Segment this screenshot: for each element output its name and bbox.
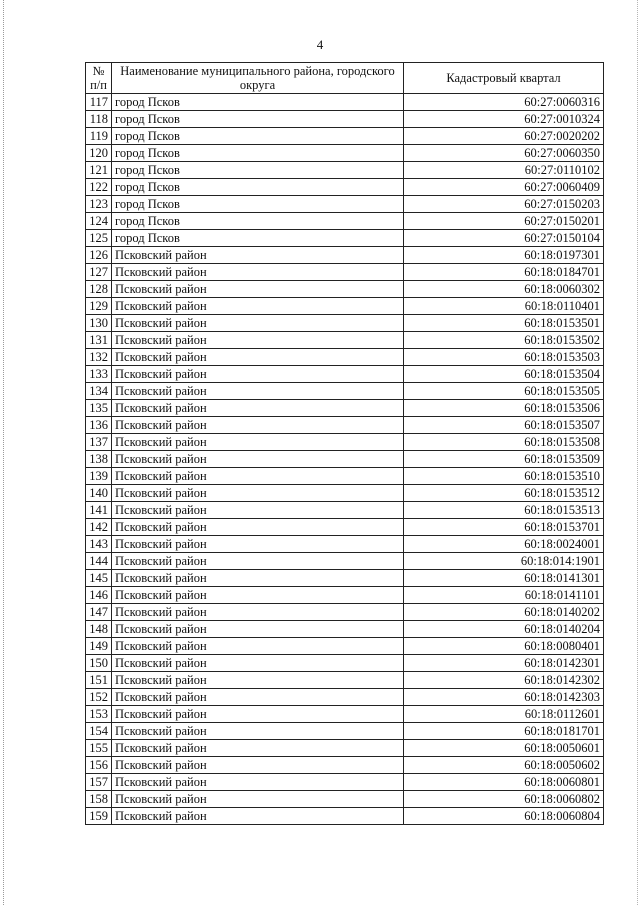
row-cadastral-quarter: 60:27:0150201 [404, 213, 604, 230]
row-cadastral-quarter: 60:18:0153502 [404, 332, 604, 349]
table-row [86, 706, 604, 723]
row-municipality: Псковский район [112, 349, 404, 366]
row-municipality: Псковский район [112, 519, 404, 536]
row-municipality: Псковский район [112, 298, 404, 315]
table-row [86, 604, 604, 621]
row-cadastral-quarter: 60:18:0060804 [404, 808, 604, 825]
row-number: 117 [86, 94, 112, 111]
row-number: 118 [86, 111, 112, 128]
table-row [86, 502, 604, 519]
row-number: 130 [86, 315, 112, 332]
row-cadastral-quarter: 60:18:0110401 [404, 298, 604, 315]
row-number: 131 [86, 332, 112, 349]
table-row [86, 519, 604, 536]
page-number: 4 [316, 37, 324, 52]
table-row [86, 672, 604, 689]
row-number: 144 [86, 553, 112, 570]
table-row [86, 553, 604, 570]
header-municipality: Наименование муниципального района, городского округа [112, 63, 404, 94]
row-cadastral-quarter: 60:18:0140202 [404, 604, 604, 621]
table-row [86, 196, 604, 213]
row-number: 159 [86, 808, 112, 825]
row-number: 140 [86, 485, 112, 502]
table-row [86, 570, 604, 587]
table-row [86, 400, 604, 417]
table-row [86, 128, 604, 145]
row-cadastral-quarter: 60:18:0050602 [404, 757, 604, 774]
row-municipality: Псковский район [112, 417, 404, 434]
row-cadastral-quarter: 60:18:0060302 [404, 281, 604, 298]
table-row [86, 366, 604, 383]
row-cadastral-quarter: 60:18:0142301 [404, 655, 604, 672]
row-municipality: Псковский район [112, 247, 404, 264]
row-municipality: Псковский район [112, 621, 404, 638]
table-row [86, 179, 604, 196]
row-municipality: Псковский район [112, 638, 404, 655]
table-header-row [86, 63, 604, 94]
row-municipality: Псковский район [112, 383, 404, 400]
row-cadastral-quarter: 60:18:0153504 [404, 366, 604, 383]
table-row [86, 145, 604, 162]
row-municipality: Псковский район [112, 706, 404, 723]
row-municipality: Псковский район [112, 774, 404, 791]
row-municipality: Псковский район [112, 502, 404, 519]
table-row [86, 349, 604, 366]
row-cadastral-quarter: 60:18:0181701 [404, 723, 604, 740]
table-row [86, 655, 604, 672]
row-municipality: город Псков [112, 128, 404, 145]
row-municipality: город Псков [112, 145, 404, 162]
row-cadastral-quarter: 60:18:0060802 [404, 791, 604, 808]
row-cadastral-quarter: 60:18:0142303 [404, 689, 604, 706]
header-number: № п/п [86, 63, 112, 94]
row-municipality: Псковский район [112, 468, 404, 485]
row-cadastral-quarter: 60:18:0197301 [404, 247, 604, 264]
row-cadastral-quarter: 60:18:0142302 [404, 672, 604, 689]
row-municipality: Псковский район [112, 655, 404, 672]
table-row [86, 264, 604, 281]
row-cadastral-quarter: 60:27:0110102 [404, 162, 604, 179]
row-number: 149 [86, 638, 112, 655]
row-municipality: Псковский район [112, 570, 404, 587]
row-municipality: Псковский район [112, 808, 404, 825]
row-cadastral-quarter: 60:18:0112601 [404, 706, 604, 723]
table-row [86, 332, 604, 349]
table-row [86, 757, 604, 774]
row-number: 146 [86, 587, 112, 604]
row-cadastral-quarter: 60:27:0010324 [404, 111, 604, 128]
row-municipality: Псковский район [112, 604, 404, 621]
row-cadastral-quarter: 60:27:0060316 [404, 94, 604, 111]
table-row [86, 791, 604, 808]
row-number: 157 [86, 774, 112, 791]
row-number: 119 [86, 128, 112, 145]
row-number: 132 [86, 349, 112, 366]
row-municipality: город Псков [112, 94, 404, 111]
row-municipality: город Псков [112, 162, 404, 179]
row-municipality: Псковский район [112, 451, 404, 468]
row-cadastral-quarter: 60:18:0153507 [404, 417, 604, 434]
row-municipality: Псковский район [112, 400, 404, 417]
row-number: 141 [86, 502, 112, 519]
table-row [86, 230, 604, 247]
row-cadastral-quarter: 60:18:0153509 [404, 451, 604, 468]
table-row [86, 162, 604, 179]
row-number: 137 [86, 434, 112, 451]
row-municipality: Псковский район [112, 434, 404, 451]
row-cadastral-quarter: 60:18:0060801 [404, 774, 604, 791]
row-number: 134 [86, 383, 112, 400]
row-municipality: Псковский район [112, 332, 404, 349]
row-number: 135 [86, 400, 112, 417]
table-row [86, 774, 604, 791]
row-cadastral-quarter: 60:18:0153512 [404, 485, 604, 502]
row-number: 127 [86, 264, 112, 281]
row-cadastral-quarter: 60:18:0140204 [404, 621, 604, 638]
table-row [86, 298, 604, 315]
row-cadastral-quarter: 60:18:0153501 [404, 315, 604, 332]
table-row [86, 417, 604, 434]
row-municipality: Псковский район [112, 757, 404, 774]
cadastral-quarters-table [85, 62, 604, 825]
table-row [86, 485, 604, 502]
row-municipality: город Псков [112, 213, 404, 230]
table-row [86, 808, 604, 825]
row-municipality: Псковский район [112, 264, 404, 281]
table-row [86, 94, 604, 111]
row-cadastral-quarter: 60:18:0141101 [404, 587, 604, 604]
row-cadastral-quarter: 60:18:0153505 [404, 383, 604, 400]
row-cadastral-quarter: 60:27:0020202 [404, 128, 604, 145]
table-row [86, 111, 604, 128]
row-number: 143 [86, 536, 112, 553]
row-number: 125 [86, 230, 112, 247]
row-number: 156 [86, 757, 112, 774]
row-cadastral-quarter: 60:27:0150104 [404, 230, 604, 247]
row-cadastral-quarter: 60:18:0184701 [404, 264, 604, 281]
row-number: 150 [86, 655, 112, 672]
row-cadastral-quarter: 60:27:0060350 [404, 145, 604, 162]
row-number: 126 [86, 247, 112, 264]
row-number: 154 [86, 723, 112, 740]
row-number: 121 [86, 162, 112, 179]
row-number: 158 [86, 791, 112, 808]
table-row [86, 723, 604, 740]
row-number: 145 [86, 570, 112, 587]
row-cadastral-quarter: 60:27:0060409 [404, 179, 604, 196]
row-number: 152 [86, 689, 112, 706]
row-number: 147 [86, 604, 112, 621]
row-cadastral-quarter: 60:18:0024001 [404, 536, 604, 553]
row-municipality: город Псков [112, 196, 404, 213]
row-cadastral-quarter: 60:18:014:1901 [404, 553, 604, 570]
row-cadastral-quarter: 60:18:0153510 [404, 468, 604, 485]
table-row [86, 468, 604, 485]
scan-edge-left [3, 0, 4, 905]
row-number: 136 [86, 417, 112, 434]
table-row [86, 536, 604, 553]
table-row [86, 621, 604, 638]
row-number: 133 [86, 366, 112, 383]
row-number: 139 [86, 468, 112, 485]
row-municipality: Псковский район [112, 740, 404, 757]
table-row [86, 383, 604, 400]
row-municipality: Псковский район [112, 536, 404, 553]
table-row [86, 740, 604, 757]
row-number: 142 [86, 519, 112, 536]
row-number: 128 [86, 281, 112, 298]
row-municipality: город Псков [112, 230, 404, 247]
row-number: 155 [86, 740, 112, 757]
row-cadastral-quarter: 60:18:0080401 [404, 638, 604, 655]
row-number: 120 [86, 145, 112, 162]
table-row [86, 434, 604, 451]
table-row [86, 213, 604, 230]
table-row [86, 689, 604, 706]
row-municipality: Псковский район [112, 485, 404, 502]
scan-edge-right [637, 0, 638, 905]
row-cadastral-quarter: 60:18:0153508 [404, 434, 604, 451]
row-cadastral-quarter: 60:27:0150203 [404, 196, 604, 213]
row-municipality: Псковский район [112, 281, 404, 298]
row-municipality: Псковский район [112, 366, 404, 383]
row-municipality: Псковский район [112, 672, 404, 689]
row-cadastral-quarter: 60:18:0153506 [404, 400, 604, 417]
table-row [86, 451, 604, 468]
table-row [86, 247, 604, 264]
row-number: 148 [86, 621, 112, 638]
row-municipality: город Псков [112, 111, 404, 128]
row-cadastral-quarter: 60:18:0153701 [404, 519, 604, 536]
row-number: 129 [86, 298, 112, 315]
row-cadastral-quarter: 60:18:0050601 [404, 740, 604, 757]
table-row [86, 587, 604, 604]
row-municipality: Псковский район [112, 791, 404, 808]
row-municipality: Псковский район [112, 553, 404, 570]
header-cadastral-quarter: Кадастровый квартал [404, 63, 604, 94]
table-row [86, 281, 604, 298]
row-number: 151 [86, 672, 112, 689]
row-municipality: Псковский район [112, 587, 404, 604]
row-municipality: Псковский район [112, 315, 404, 332]
table-row [86, 315, 604, 332]
row-number: 123 [86, 196, 112, 213]
row-number: 153 [86, 706, 112, 723]
row-number: 138 [86, 451, 112, 468]
row-municipality: Псковский район [112, 689, 404, 706]
row-cadastral-quarter: 60:18:0153503 [404, 349, 604, 366]
row-number: 122 [86, 179, 112, 196]
table-body [86, 94, 604, 825]
row-municipality: Псковский район [112, 723, 404, 740]
row-cadastral-quarter: 60:18:0141301 [404, 570, 604, 587]
row-cadastral-quarter: 60:18:0153513 [404, 502, 604, 519]
table-row [86, 638, 604, 655]
row-number: 124 [86, 213, 112, 230]
row-municipality: город Псков [112, 179, 404, 196]
